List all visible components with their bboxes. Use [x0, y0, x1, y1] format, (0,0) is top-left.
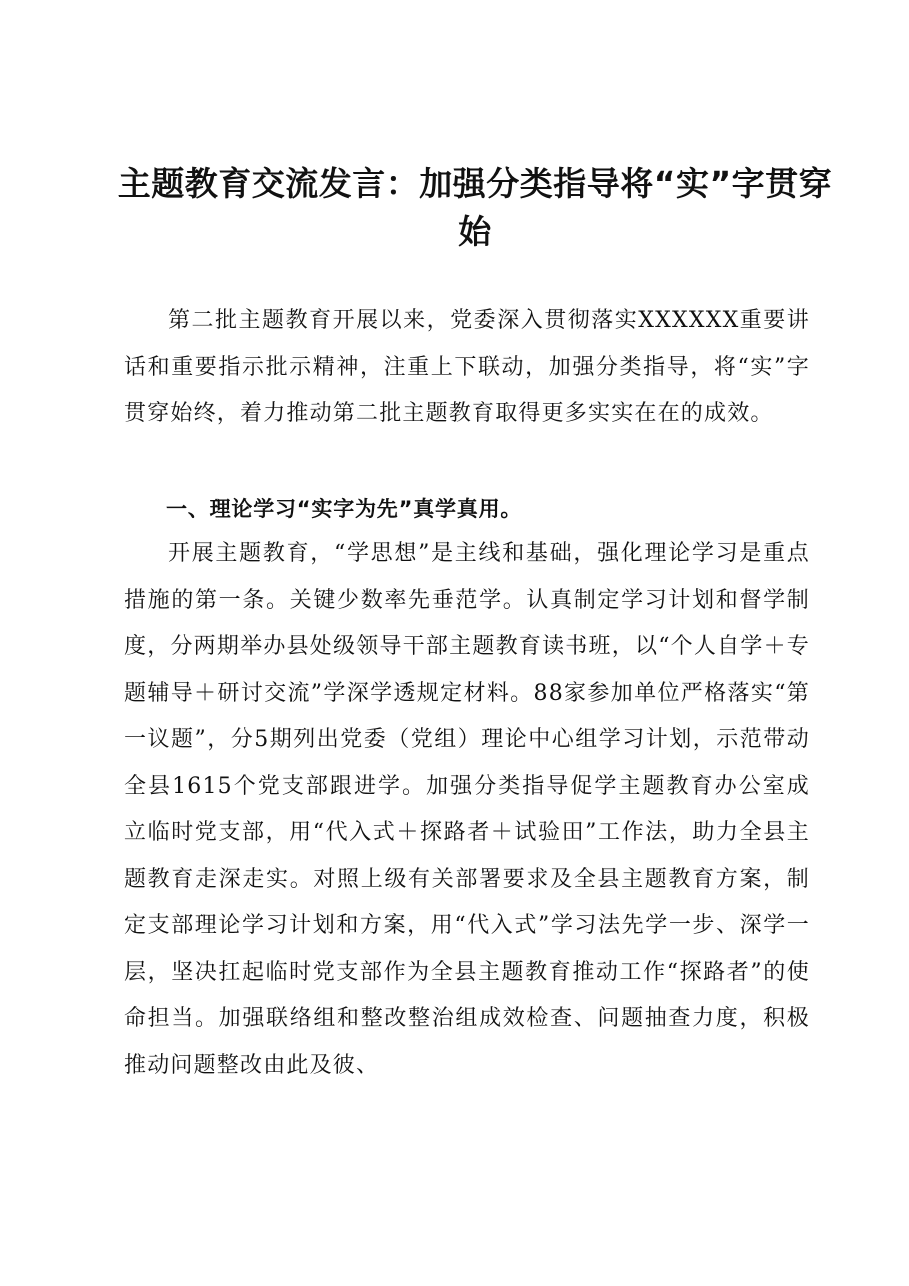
- document-title: 主题教育交流发言：加强分类指导将“实”字贯穿始: [117, 164, 833, 251]
- section-heading: 一、理论学习“实字为先”真学真用。: [166, 497, 523, 521]
- body-paragraph: 开展主题教育，“学思想”是主线和基础，强化理论学习是重点措施的第一条。关键少数率先垂范学。认真制定学习计划和督学制度，分两期举办县处级领导干部主题教育读书班，以“个人自学＋专题辅导＋研讨交流”学深学透规定材料。88家参加单位严格落实“第一议题”，分5期列出党委（党组）理论中心组学习计划，示范带动全县1615个党支部跟进学。加强分类指导促学主题教育办公室成立临时党支部，用“代入式＋探路者＋试验田”工作法，助力全县主题教育走深走实。对照上级有关部署要求及全县主题教育方案，制定支部理论学习计划和方案，用“代入式”学习法先学一步、深学一层，坚决扛起临时党支部作为全县主题教育推动工作“探路者”的使命担当。加强联络组和整改整治组成效检查、问题抽查力度，积极推动问题整改由此及彼、: [124, 541, 810, 1078]
- intro-paragraph: 第二批主题教育开展以来，党委深入贯彻落实XXXXXX重要讲话和重要指示批示精神，注重上下联动，加强分类指导，将“实”字贯穿始终，着力推动第二批主题教育取得更多实实在在的成效。: [124, 308, 810, 426]
